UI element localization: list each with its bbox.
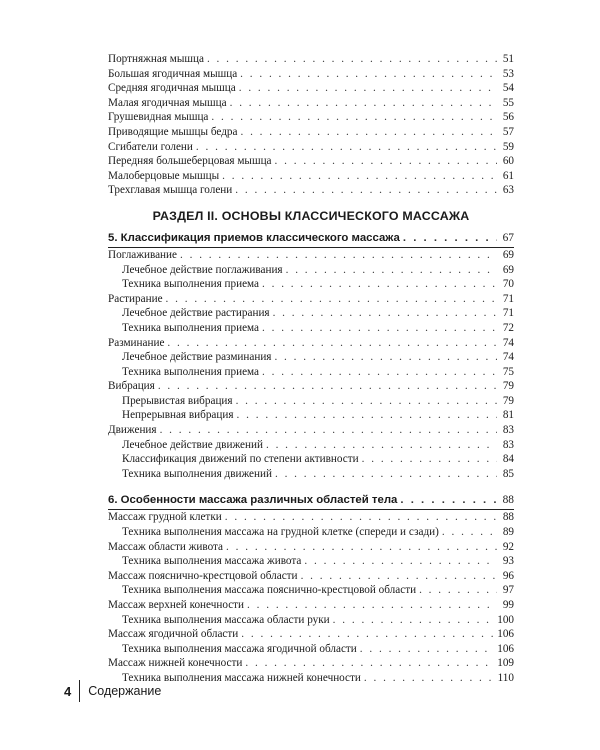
toc-entry[interactable] <box>108 423 514 438</box>
toc-entry-page: 106 <box>497 628 514 641</box>
toc-entry-page: 51 <box>502 53 514 65</box>
leader-dots <box>211 110 497 125</box>
chapter-5-heading[interactable] <box>108 230 514 247</box>
leader-dots <box>304 554 497 569</box>
toc-entry[interactable] <box>108 554 514 569</box>
table-of-contents <box>108 52 514 686</box>
toc-entry-page: 100 <box>497 613 514 626</box>
leader-dots <box>266 438 497 453</box>
toc-entry-page: 71 <box>502 292 514 305</box>
toc-entry-page: 97 <box>502 584 514 597</box>
toc-entry-label: Непрерывная вибрация <box>122 409 234 422</box>
toc-entry-page: 69 <box>502 248 514 261</box>
toc-entry[interactable] <box>108 277 514 292</box>
toc-entry-label: Массаж ягодичной области <box>108 628 239 641</box>
toc-entry[interactable] <box>108 598 514 613</box>
toc-entry[interactable] <box>108 452 514 467</box>
toc-entry[interactable] <box>108 510 514 525</box>
toc-entry-page: 79 <box>502 394 514 407</box>
leader-dots <box>262 365 497 380</box>
toc-entry[interactable] <box>108 525 514 540</box>
leader-dots <box>160 423 497 438</box>
leader-dots <box>240 125 497 140</box>
toc-entry-label: Лечебное действие разминания <box>122 351 272 364</box>
toc-entry-label: Лечебное действие поглаживания <box>122 263 283 276</box>
leader-dots <box>236 394 497 409</box>
toc-entry-page: 88 <box>502 511 514 524</box>
toc-entry-page: 54 <box>502 82 514 95</box>
toc-entry-label: Малая ягодичная мышца <box>108 96 227 109</box>
leader-dots <box>167 336 497 351</box>
toc-entry-page: 110 <box>497 671 514 684</box>
toc-entry[interactable] <box>108 67 514 82</box>
leader-dots <box>275 154 497 169</box>
toc-entry[interactable] <box>108 306 514 321</box>
toc-entry-page: 106 <box>497 642 514 655</box>
toc-entry[interactable] <box>108 125 514 140</box>
toc-entry-label: Средняя ягодичная мышца <box>108 82 236 95</box>
leader-dots <box>180 248 497 263</box>
leader-dots <box>166 292 497 307</box>
toc-entry-page: 92 <box>502 540 514 553</box>
toc-entry-page: 69 <box>502 263 514 276</box>
toc-entry-label: Лечебное действие движений <box>122 438 263 451</box>
leader-dots <box>239 81 497 96</box>
chapter-5-entries <box>108 248 514 482</box>
toc-entry[interactable] <box>108 248 514 263</box>
toc-entry-label: Вибрация <box>108 380 155 393</box>
leader-dots <box>225 510 497 525</box>
toc-entry-label: Техника выполнения массажа ягодичной области <box>122 642 357 655</box>
toc-entry[interactable] <box>108 408 514 423</box>
toc-entry-label: Трехглавая мышца голени <box>108 184 233 197</box>
toc-entry-label: Портняжная мышца <box>108 53 204 65</box>
leader-dots <box>262 277 497 292</box>
toc-entry[interactable] <box>108 96 514 111</box>
toc-entry-label: Техника выполнения массажа пояснично-крестцовой области <box>122 584 417 597</box>
leader-dots <box>275 467 497 482</box>
chapter-6-title: 6. Особенности массажа различных областей тела <box>108 494 398 507</box>
toc-entry-label: Разминание <box>108 336 165 349</box>
toc-entry-page: 83 <box>502 424 514 437</box>
toc-entry-page: 83 <box>502 438 514 451</box>
muscle-entries-list <box>108 52 514 198</box>
toc-entry-page: 74 <box>502 336 514 349</box>
leader-dots <box>196 140 497 155</box>
toc-entry-label: Движения <box>108 424 157 437</box>
chapter-5-page: 67 <box>502 231 514 244</box>
leader-dots <box>235 183 497 198</box>
page-number: 4 <box>64 683 72 699</box>
toc-entry-page: 70 <box>502 278 514 291</box>
toc-entry[interactable] <box>108 467 514 482</box>
footer-title: Содержание <box>88 684 162 698</box>
leader-dots <box>207 52 497 67</box>
toc-entry-page: 60 <box>502 155 514 168</box>
toc-entry-page: 59 <box>502 140 514 153</box>
leader-dots <box>442 525 497 540</box>
leader-dots <box>241 627 494 642</box>
footer-divider <box>79 680 80 702</box>
toc-entry-label: Техника выполнения приема <box>122 278 260 291</box>
toc-entry[interactable] <box>108 336 514 351</box>
toc-entry-label: Техника выполнения массажа на грудной клетке (спереди и сзади) <box>122 526 439 539</box>
toc-entry-label: Массаж грудной клетки <box>108 511 222 524</box>
toc-entry-page: 57 <box>502 125 514 138</box>
toc-entry[interactable] <box>108 642 514 657</box>
leader-dots <box>222 169 497 184</box>
toc-entry-label: Массаж нижней конечности <box>108 657 243 670</box>
leader-dots <box>245 656 494 671</box>
leader-dots <box>364 671 495 686</box>
toc-entry-label: Приводящие мышцы бедра <box>108 125 238 138</box>
leader-dots <box>230 96 497 111</box>
toc-entry-page: 93 <box>502 555 514 568</box>
toc-entry[interactable] <box>108 627 514 642</box>
toc-entry-page: 72 <box>502 321 514 334</box>
leader-dots <box>419 583 497 598</box>
toc-entry[interactable] <box>108 154 514 169</box>
toc-entry[interactable] <box>108 350 514 365</box>
toc-entry-label: Массаж области живота <box>108 540 224 553</box>
toc-entry-page: 89 <box>502 526 514 539</box>
toc-entry[interactable] <box>108 365 514 380</box>
toc-entry-page: 63 <box>502 184 514 197</box>
toc-entry[interactable] <box>108 671 514 686</box>
toc-entry-page: 85 <box>502 467 514 480</box>
leader-dots <box>273 306 497 321</box>
toc-entry[interactable] <box>108 263 514 278</box>
toc-entry-page: 109 <box>497 657 514 670</box>
toc-entry[interactable] <box>108 140 514 155</box>
toc-entry[interactable] <box>108 438 514 453</box>
toc-entry[interactable] <box>108 169 514 184</box>
toc-entry-label: Малоберцовые мышцы <box>108 169 220 182</box>
toc-entry-page: 84 <box>502 453 514 466</box>
toc-entry-label: Массаж верхней конечности <box>108 599 245 611</box>
leader-dots <box>226 540 497 555</box>
toc-entry-label: Растирание <box>108 292 163 305</box>
toc-entry-page: 75 <box>502 365 514 378</box>
leader-dots <box>247 598 497 613</box>
toc-entry-label: Прерывистая вибрация <box>122 394 233 407</box>
leader-dots <box>158 379 497 394</box>
toc-entry-page: 55 <box>502 96 514 109</box>
toc-entry[interactable] <box>108 110 514 125</box>
toc-entry-page: 74 <box>502 351 514 364</box>
toc-entry[interactable] <box>108 379 514 394</box>
leader-dots <box>286 263 497 278</box>
toc-entry-label: Техника выполнения массажа нижней конечности <box>122 671 361 684</box>
leader-dots <box>403 230 497 247</box>
leader-dots <box>274 350 497 365</box>
leader-dots <box>240 67 497 82</box>
leader-dots <box>262 321 497 336</box>
leader-dots <box>237 408 497 423</box>
toc-entry-label: Техника выполнения приема <box>122 321 260 334</box>
spacer <box>108 481 514 492</box>
toc-entry[interactable] <box>108 292 514 307</box>
leader-dots <box>400 492 497 509</box>
leader-dots <box>301 569 497 584</box>
toc-entry[interactable] <box>108 321 514 336</box>
toc-entry[interactable] <box>108 540 514 555</box>
chapter-6-heading[interactable] <box>108 492 514 509</box>
toc-entry[interactable] <box>108 583 514 598</box>
leader-dots <box>333 613 495 628</box>
toc-entry[interactable] <box>108 613 514 628</box>
toc-entry-page: 99 <box>502 599 514 611</box>
chapter-5-title: 5. Классификация приемов классического массажа <box>108 231 400 244</box>
toc-entry[interactable] <box>108 569 514 584</box>
page-footer <box>64 680 161 702</box>
leader-dots <box>362 452 497 467</box>
toc-entry[interactable] <box>108 394 514 409</box>
section-title: РАЗДЕЛ II. ОСНОВЫ КЛАССИЧЕСКОГО МАССАЖА <box>152 208 470 223</box>
toc-entry-label: Лечебное действие растирания <box>122 307 270 320</box>
toc-entry-page: 96 <box>502 569 514 582</box>
toc-entry-label: Техника выполнения приема <box>122 365 260 378</box>
toc-entry-label: Грушевидная мышца <box>108 111 209 124</box>
toc-entry-label: Сгибатели голени <box>108 140 193 153</box>
toc-entry-label: Поглаживание <box>108 248 177 261</box>
leader-dots <box>360 642 494 657</box>
chapter-6-page: 88 <box>502 494 514 507</box>
toc-entry-page: 81 <box>502 409 514 422</box>
toc-entry-page: 71 <box>502 307 514 320</box>
toc-entry-label: Техника выполнения движений <box>122 467 272 480</box>
toc-entry-page: 61 <box>502 169 514 182</box>
toc-entry[interactable] <box>108 52 514 67</box>
toc-entry-page: 79 <box>502 380 514 393</box>
toc-entry-label: Классификация движений по степени активности <box>122 453 359 466</box>
toc-entry-label: Техника выполнения массажа области руки <box>122 613 330 626</box>
toc-entry[interactable] <box>108 656 514 671</box>
chapter-6-entries <box>108 510 514 685</box>
toc-entry[interactable] <box>108 81 514 96</box>
toc-entry-label: Большая ягодичная мышца <box>108 67 238 80</box>
toc-entry-page: 56 <box>502 111 514 124</box>
toc-entry-label: Техника выполнения массажа живота <box>122 555 302 568</box>
toc-entry-label: Передняя большеберцовая мышца <box>108 155 272 168</box>
toc-entry-page: 53 <box>502 67 514 80</box>
toc-entry[interactable] <box>108 183 514 198</box>
toc-entry-label: Массаж пояснично-крестцовой области <box>108 569 298 582</box>
